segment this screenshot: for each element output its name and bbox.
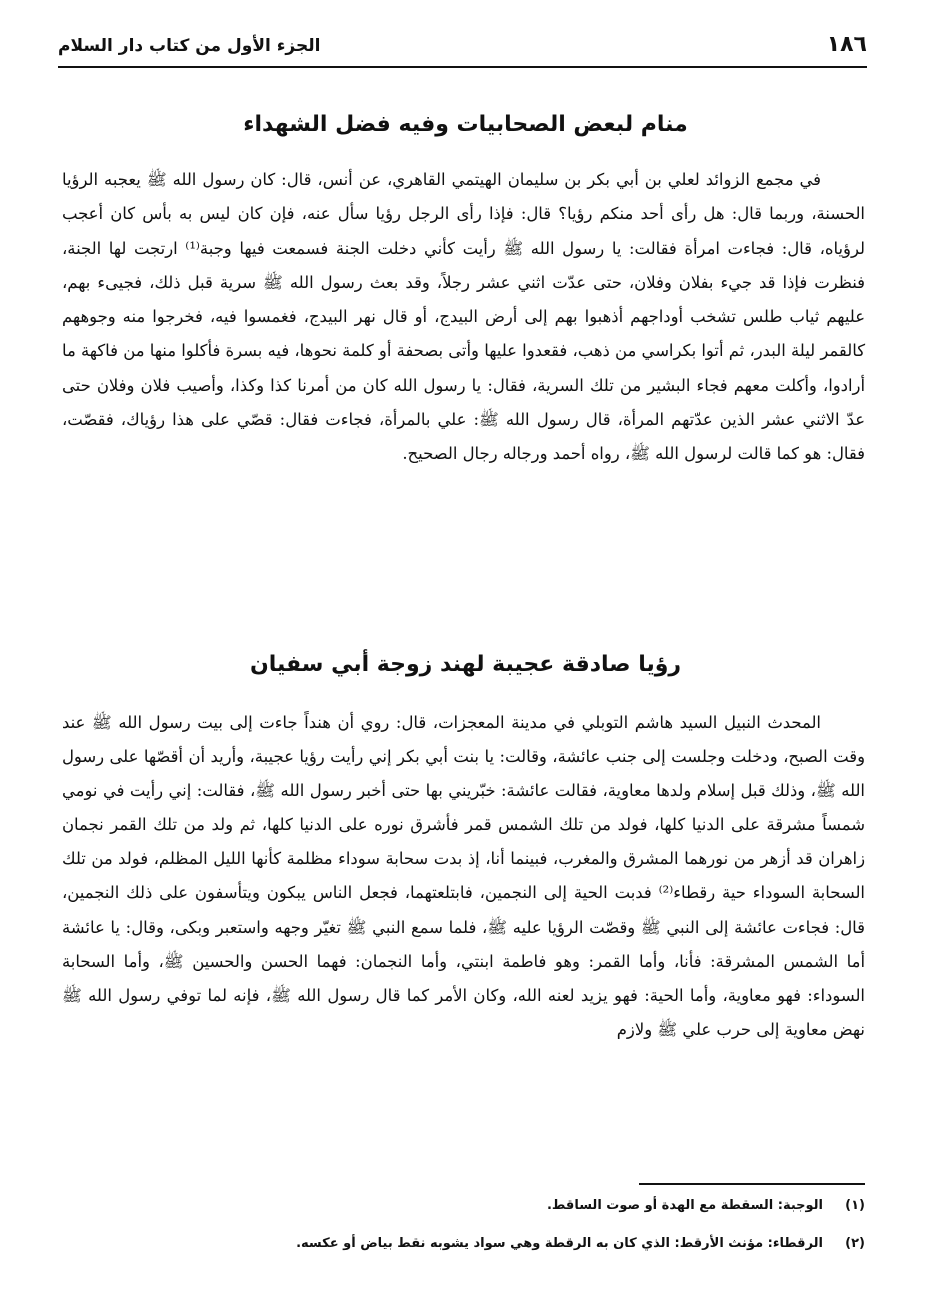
footnote-1-number: (١) — [845, 1198, 865, 1213]
section-title-2: رؤيا صادقة عجيبة لهند زوجة أبي سفيان — [249, 652, 682, 677]
page-number: ١٨٦ — [826, 32, 867, 57]
running-title: الجزء الأول من كتاب دار السلام — [58, 36, 321, 56]
footnote-divider — [639, 1183, 865, 1185]
section-2-paragraph: المحدث النبيل السيد هاشم التوبلي في مدينة المعجزات، قال: روي أن هنداً جاءت إلى بيت رسول الله ﷺ عند وقت الصبح، ودخلت وجلست إلى جنب عائشة، وقالت: يا بنت أبي بكر إني رأيت رؤيا عجيبة، وأريد أن أقصّها على رسول الله ﷺ، وذلك قبل إسلام ولدها معاوية، فقالت عائشة: خبّريني بها حتى أخبر رسول الله ﷺ، فقالت: إني رأيت في نومي شمساً مشرقة على الدنيا كلها، فولد من تلك الشمس قمر فأشرق نوره على الدنيا كلها، ثم ولد من تلك القمر نجمان زاهران قد أزهر من نورهما المشرق والمغرب، فبينما أنا، إذ بدت سحابة سوداء مظلمة كأنها الليل المظلم، فولد من تلك السحابة السوداء حية رقطاء⁽²⁾ فدبت الحية إلى النجمين، فابتلعتهما، فجعل الناس يبكون ويتأسفون على ذلك النجمين، قال: فجاءت عائشة إلى النبي ﷺ وقصّت الرؤيا عليه ﷺ، فلما سمع النبي ﷺ تغيّر وجهه واستعبر وبكى، وقال: يا عائشة أما الشمس المشرقة: فأنا، وأما القمر: وهو فاطمة ابنتي، وأما النجمان: فهما الحسن والحسين ﷺ، وأما السحابة السوداء: فهو معاوية، وأما الحية: فهو يزيد لعنه الله، وكان الأمر كما قال رسول الله ﷺ، فإنه لما توفي رسول الله ﷺ نهض معاوية إلى حرب علي ﷺ ولازم — [62, 713, 865, 1039]
footnote-1-text: الوجبة: السقطة مع الهدة أو صوت الساقط. — [546, 1198, 823, 1213]
footnote-2 — [62, 1234, 865, 1254]
page-header — [58, 32, 867, 68]
section-title-1: منام لبعض الصحابيات وفيه فضل الشهداء — [243, 112, 688, 137]
footnote-2-number: (٢) — [845, 1236, 865, 1251]
section-1-paragraph: في مجمع الزوائد لعلي بن أبي بكر بن سليمان الهيتمي القاهري، عن أنس، قال: كان رسول الله ﷺ يعجبه الرؤيا الحسنة، وربما قال: هل رأى أحد منكم رؤيا؟ قال: فإذا رأى الرجل رؤيا سأل عنه، فإن كان ليس به بأس كان أعجب لرؤياه، قال: فجاءت امرأة فقالت: يا رسول الله ﷺ رأيت كأني دخلت الجنة فسمعت فيها وجبة⁽¹⁾ ارتجت لها الجنة، فنظرت فإذا قد جيء بفلان وفلان، حتى عدّت اثني عشر رجلاً، وقد بعث رسول الله ﷺ سرية قبل ذلك، فجيىء بهم، عليهم ثياب طلس تشخب أوداجهم أذهبوا بهم إلى أرض البيدج، أو قال نهر البيدج، فغمسوا فيه، فخرجوا منه وجوههم كالقمر ليلة البدر، ثم أتوا بكراسي من ذهب، فقعدوا عليها وأتى بصحفة أو كلمة نحوها، فيه بسرة فأكلوا منها من فاكهة ما أرادوا، وأكلت معهم فجاء البشير من تلك السرية، فقال: يا رسول الله كان من أمرنا كذا وكذا، وأصيب فلان وفلان حتى عدّ الاثني عشر الذين عدّتهم المرأة، قال رسول الله ﷺ: علي بالمرأة، فجاءت فقال: قصّي على هذا رؤياك، فقصّت، فقال: هو كما قالت لرسول الله ﷺ، رواه أحمد ورجاله رجال الصحيح. — [62, 170, 865, 464]
footnote-1 — [62, 1196, 865, 1216]
footnote-2-text: الرقطاء: مؤنث الأرقط: الذي كان به الرقطة وهي سواد يشوبه نقط بياض أو عكسه. — [296, 1236, 823, 1251]
